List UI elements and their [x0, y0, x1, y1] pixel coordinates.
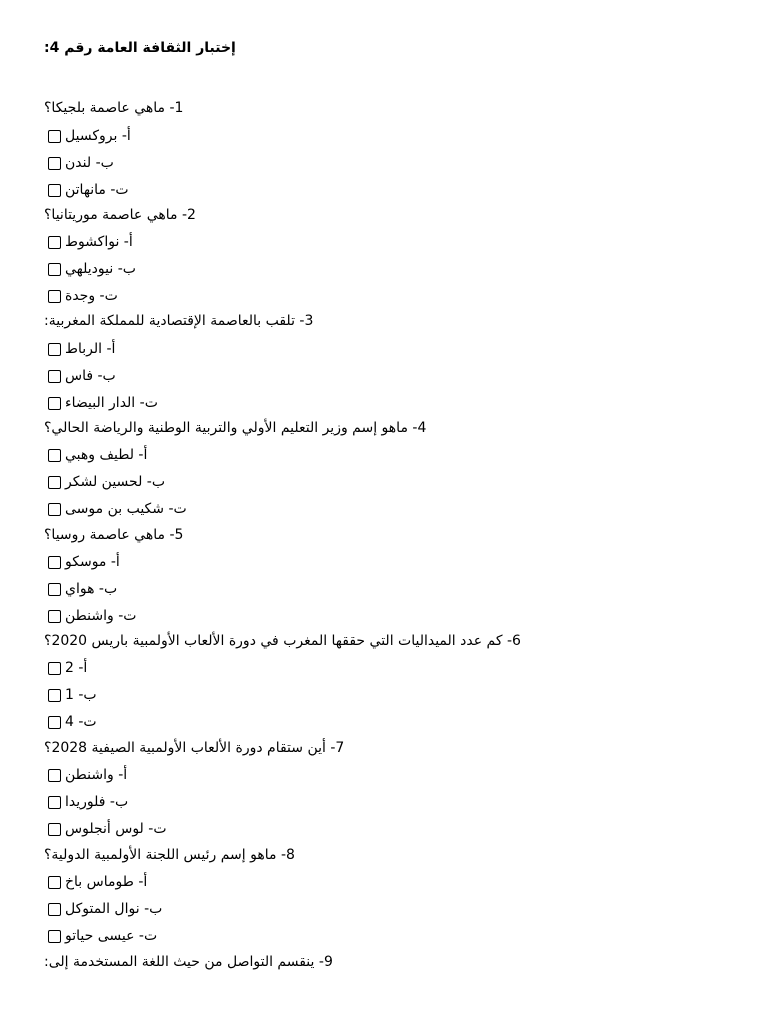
checkbox-icon[interactable]	[48, 796, 61, 809]
question-8: 8- ماهو إسم رئيس اللجنة الأولمبية الدولية؟	[44, 847, 295, 863]
option-1c[interactable]	[48, 180, 129, 200]
option-1b[interactable]	[48, 153, 114, 173]
checkbox-icon[interactable]	[48, 556, 61, 569]
question-5: 5- ماهي عاصمة روسيا؟	[44, 527, 184, 543]
checkbox-icon[interactable]	[48, 476, 61, 489]
checkbox-icon[interactable]	[48, 903, 61, 916]
question-7: 7- أين ستقام دورة الألعاب الأولمبية الصيفية 2028؟	[44, 740, 345, 756]
option-2a[interactable]	[48, 232, 133, 252]
option-label: ب- نيوديلهي	[65, 261, 136, 277]
page-title: إختبار الثقافة العامة رقم 4:	[44, 40, 236, 56]
option-4c[interactable]	[48, 499, 187, 519]
checkbox-icon[interactable]	[48, 769, 61, 782]
option-5c[interactable]	[48, 606, 136, 626]
checkbox-icon[interactable]	[48, 370, 61, 383]
checkbox-icon[interactable]	[48, 397, 61, 410]
option-4b[interactable]	[48, 472, 165, 492]
option-label: ت- مانهاتن	[65, 182, 129, 198]
option-5a[interactable]	[48, 552, 120, 572]
checkbox-icon[interactable]	[48, 184, 61, 197]
checkbox-icon[interactable]	[48, 689, 61, 702]
option-8b[interactable]	[48, 899, 162, 919]
checkbox-icon[interactable]	[48, 343, 61, 356]
checkbox-icon[interactable]	[48, 716, 61, 729]
option-label: ت- 4	[65, 714, 97, 730]
option-label: ت- عيسى حياتو	[65, 928, 158, 944]
option-label: ب- نوال المتوكل	[65, 901, 163, 917]
option-8c[interactable]	[48, 926, 157, 946]
option-label: ب- هواي	[65, 581, 118, 597]
checkbox-icon[interactable]	[48, 130, 61, 143]
option-7a[interactable]	[48, 765, 127, 785]
checkbox-icon[interactable]	[48, 876, 61, 889]
checkbox-icon[interactable]	[48, 662, 61, 675]
option-8a[interactable]	[48, 872, 147, 892]
option-label: ب- فاس	[65, 368, 116, 384]
option-label: أ- نواكشوط	[65, 234, 133, 250]
checkbox-icon[interactable]	[48, 236, 61, 249]
option-3b[interactable]	[48, 366, 116, 386]
option-label: ب- لندن	[65, 155, 114, 171]
checkbox-icon[interactable]	[48, 157, 61, 170]
option-label: أ- لطيف وهبي	[65, 447, 148, 463]
option-label: أ- موسكو	[65, 554, 120, 570]
checkbox-icon[interactable]	[48, 823, 61, 836]
option-6c[interactable]	[48, 712, 97, 732]
option-label: ب- 1	[65, 687, 97, 703]
option-label: ت- الدار البيضاء	[65, 395, 158, 411]
option-label: ب- فلوريدا	[65, 794, 129, 810]
option-label: أ- الرباط	[65, 341, 116, 357]
option-label: ت- لوس أنجلوس	[65, 821, 167, 837]
option-1a[interactable]	[48, 126, 131, 146]
option-6a[interactable]	[48, 658, 87, 678]
option-7b[interactable]	[48, 792, 128, 812]
question-9: 9- ينقسم التواصل من حيث اللغة المستخدمة إلى:	[44, 954, 333, 970]
option-label: أ- 2	[65, 660, 88, 676]
option-2c[interactable]	[48, 286, 118, 306]
option-7c[interactable]	[48, 819, 167, 839]
checkbox-icon[interactable]	[48, 263, 61, 276]
checkbox-icon[interactable]	[48, 503, 61, 516]
checkbox-icon[interactable]	[48, 583, 61, 596]
checkbox-icon[interactable]	[48, 290, 61, 303]
option-4a[interactable]	[48, 445, 147, 465]
option-label: ت- شكيب بن موسى	[65, 501, 187, 517]
option-2b[interactable]	[48, 259, 136, 279]
option-label: ت- واشنطن	[65, 608, 137, 624]
question-3: 3- تلقب بالعاصمة الإقتصادية للمملكة المغربية:	[44, 313, 314, 329]
option-label: أ- واشنطن	[65, 767, 128, 783]
checkbox-icon[interactable]	[48, 930, 61, 943]
checkbox-icon[interactable]	[48, 449, 61, 462]
question-4: 4- ماهو إسم وزير التعليم الأولي والتربية الوطنية والرياضة الحالي؟	[44, 420, 427, 436]
option-3c[interactable]	[48, 393, 158, 413]
option-label: أ- طوماس باخ	[65, 874, 148, 890]
question-6: 6- كم عدد الميداليات التي حققها المغرب في دورة الألعاب الأولمبية باريس 2020؟	[44, 633, 521, 649]
question-2: 2- ماهي عاصمة موريتانيا؟	[44, 207, 196, 223]
option-label: ب- لحسين لشكر	[65, 474, 166, 490]
option-6b[interactable]	[48, 685, 97, 705]
checkbox-icon[interactable]	[48, 610, 61, 623]
option-3a[interactable]	[48, 339, 115, 359]
option-5b[interactable]	[48, 579, 117, 599]
option-label: أ- بروكسيل	[65, 128, 131, 144]
option-label: ت- وجدة	[65, 288, 118, 304]
question-1: 1- ماهي عاصمة بلجيكا؟	[44, 100, 184, 116]
